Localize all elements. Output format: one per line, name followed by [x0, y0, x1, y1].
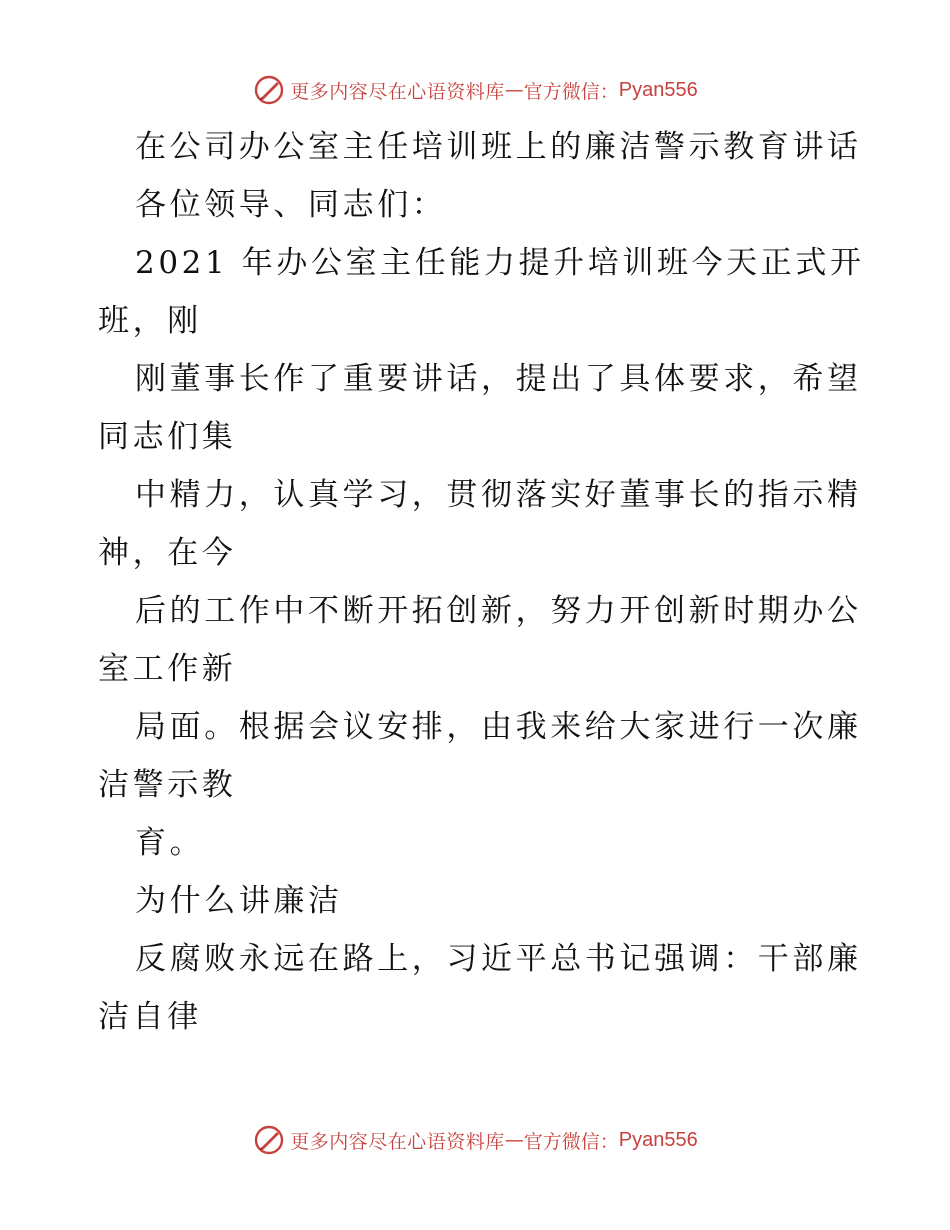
banner-wechat-label: 官方微信： — [523, 80, 619, 103]
document-line: 神，在今 — [98, 535, 237, 571]
header-watermark-banner — [0, 70, 950, 110]
banner-wechat-label: 官方微信： — [523, 1130, 619, 1153]
document-line: 2021 年办公室主任能力提升培训班今天正式开 — [135, 245, 865, 281]
banner-separator: — — [504, 79, 524, 101]
document-line: 为什么讲廉洁 — [135, 883, 343, 919]
banner-separator: — — [504, 1129, 524, 1151]
document-line: 中精力，认真学习，贯彻落实好董事长的指示精 — [135, 477, 862, 513]
pen-circle-logo-icon — [252, 73, 286, 107]
document-line: 局面。根据会议安排，由我来给大家进行一次廉 — [135, 709, 862, 745]
document-line: 班，刚 — [98, 303, 202, 339]
document-line: 洁自律 — [98, 999, 202, 1035]
document-line: 各位领导、同志们： — [135, 187, 447, 223]
document-body — [98, 118, 865, 1046]
document-line: 洁警示教 — [98, 767, 237, 803]
document-line: 育。 — [135, 825, 205, 861]
banner-text: 更多内容尽在心语资料库 — [290, 80, 505, 103]
document-line: 反腐败永远在路上，习近平总书记强调：干部廉 — [135, 941, 862, 977]
pen-circle-logo-icon — [252, 1123, 286, 1157]
banner-text: 更多内容尽在心语资料库 — [290, 1130, 505, 1153]
banner-wechat-id: Pyan556 — [618, 78, 698, 101]
document-line: 同志们集 — [98, 419, 237, 455]
document-line: 在公司办公室主任培训班上的廉洁警示教育讲话 — [135, 129, 862, 165]
banner-wechat-id: Pyan556 — [618, 1128, 698, 1151]
footer-watermark-banner — [0, 1120, 950, 1160]
document-line: 刚董事长作了重要讲话，提出了具体要求，希望 — [135, 361, 862, 397]
document-line: 室工作新 — [98, 651, 237, 687]
document-line: 后的工作中不断开拓创新，努力开创新时期办公 — [135, 593, 862, 629]
